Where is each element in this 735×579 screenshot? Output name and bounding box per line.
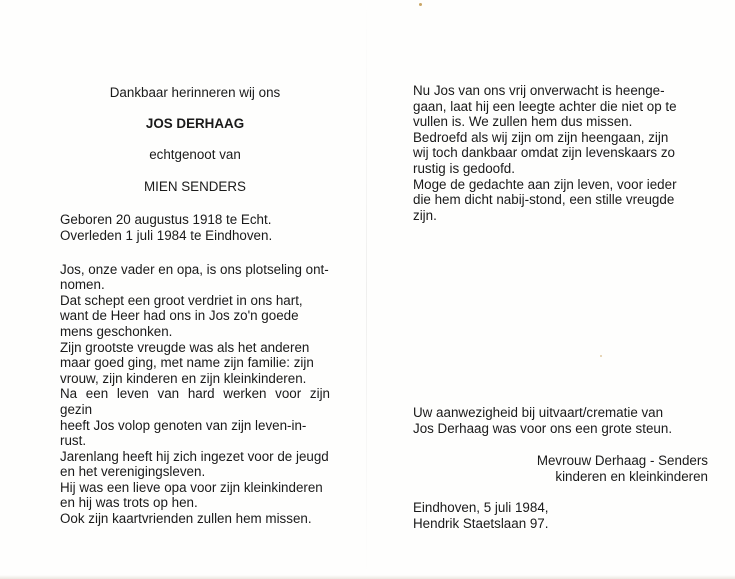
text-line: die hem dicht nabij-stond, een stille vreugde <box>413 192 675 208</box>
text-line: Hij was een lieve opa voor zijn kleinkinderen <box>60 479 323 495</box>
intro-line: Dankbaar herinneren wij ons <box>109 85 281 100</box>
text-line: en het verenigingsleven. <box>60 464 206 480</box>
left-body-text <box>60 262 330 527</box>
text-line: gaan, laat hij een leegte achter die niet op te <box>413 98 677 114</box>
text-line: Dat schept een groot verdriet in ons hart, <box>60 292 303 308</box>
text-line: rust. <box>60 433 87 449</box>
text-line: maar goed ging, met name zijn familie: zijn <box>60 355 314 371</box>
text-line: mens geschonken. <box>60 323 173 339</box>
family-signature <box>413 453 708 484</box>
text-line: wij toch dankbaar omdat zijn levenskaars zo <box>413 145 675 161</box>
text-line: Moge de gedachte aan zijn leven, voor ieder <box>413 176 677 192</box>
death-line: Overleden 1 juli 1984 te Eindhoven. <box>60 227 273 243</box>
spouse-name: MIEN SENDERS <box>144 178 246 194</box>
text-line: Bedroefd als wij zijn om zijn heengaan, zijn <box>413 129 669 145</box>
card-fold <box>366 0 367 579</box>
text-line: vrouw, zijn kinderen en zijn kleinkinderen. <box>60 370 307 386</box>
text-line: Jos, onze vader en opa, is ons plotseling ont- <box>60 261 329 277</box>
text-line: rustig is gedoofd. <box>413 160 515 176</box>
thanks-line: Jos Derhaag was voor ons een grote steun. <box>413 420 673 436</box>
thanks-note <box>413 405 708 436</box>
place-and-date <box>413 500 708 531</box>
life-dates <box>60 212 330 243</box>
left-panel <box>60 85 330 527</box>
text-line: en hij was trots op hen. <box>60 495 198 511</box>
text-line: vullen is. We zullen hem dus missen. <box>413 114 633 130</box>
spouse-label: echtgenoot van <box>149 147 241 163</box>
card-edge <box>0 575 735 579</box>
birth-line: Geboren 20 augustus 1918 te Echt. <box>60 212 272 228</box>
address-line: Hendrik Staetslaan 97. <box>413 515 549 531</box>
text-line: heeft Jos volop genoten van zijn leven-in- <box>60 417 307 433</box>
text-line: Na een leven van hard werken voor zijn gezin <box>60 386 330 417</box>
paper-speck <box>419 3 422 6</box>
text-line: want de Heer had ons in Jos zo'n goede <box>60 308 299 324</box>
paper-speck <box>600 355 602 357</box>
text-line: Nu Jos van ons vrij onverwacht is heenge- <box>413 83 665 98</box>
text-line: Ook zijn kaartvrienden zullen hem missen. <box>60 511 312 527</box>
right-panel <box>413 83 708 223</box>
text-line: Zijn grootste vreugde was als het anderen <box>60 339 310 355</box>
deceased-name: JOS DERHAAG <box>145 115 245 131</box>
signature-line: Mevrouw Derhaag - Senders <box>536 453 708 468</box>
text-line: nomen. <box>60 277 105 293</box>
text-line: Jarenlang heeft hij zich ingezet voor de jeugd <box>60 448 329 464</box>
date-line: Eindhoven, 5 juli 1984, <box>413 500 549 515</box>
text-line: zijn. <box>413 207 437 223</box>
signature-line: kinderen en kleinkinderen <box>555 468 708 484</box>
thanks-line: Uw aanwezigheid bij uitvaart/crematie van <box>413 405 664 420</box>
